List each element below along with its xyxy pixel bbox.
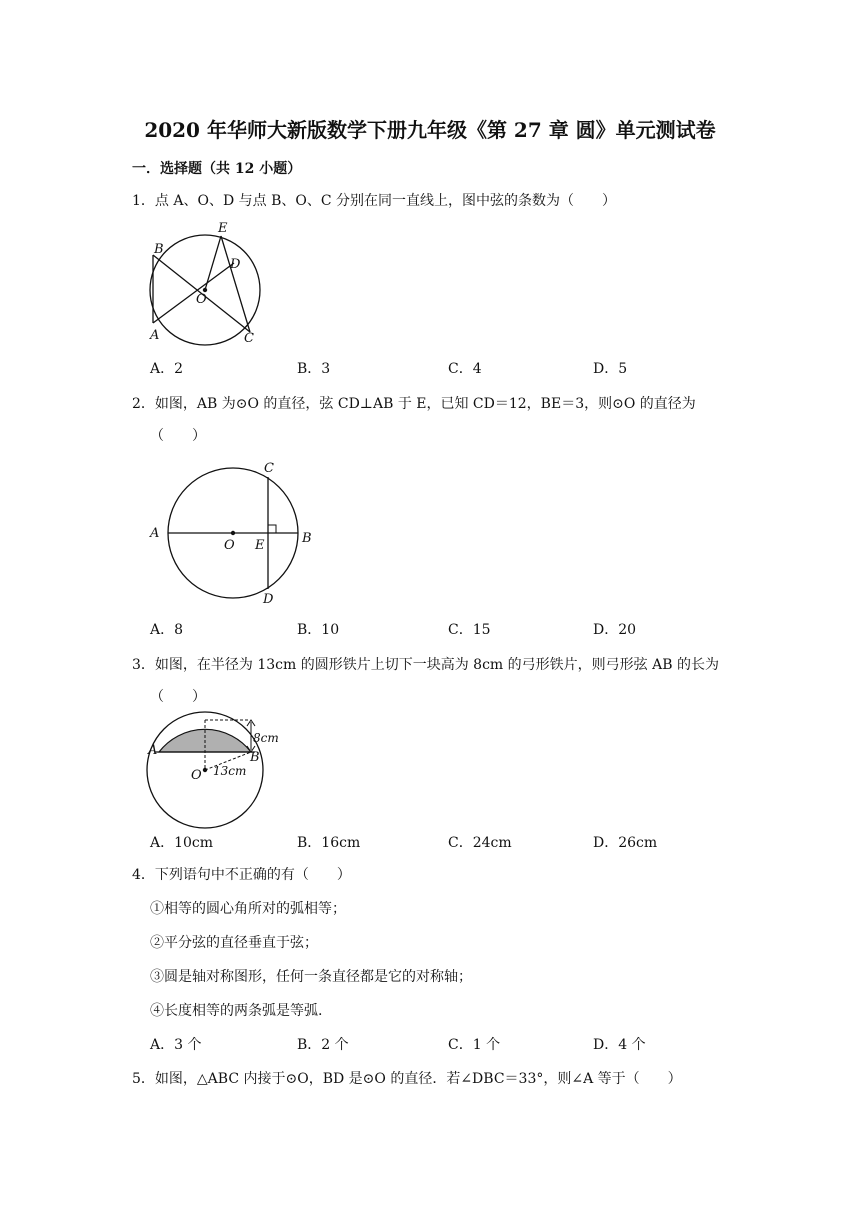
q3-option-a: A．10cm bbox=[150, 835, 214, 851]
question-5-stem: 5．如图，△ABC 内接于⊙O，BD 是⊙O 的直径．若∠DBC＝33°，则∠A 等于（ ） bbox=[132, 1071, 682, 1087]
q2-label-c: C bbox=[264, 461, 274, 476]
q1-option-a: A．2 bbox=[150, 361, 184, 377]
question-1-stem: 1．点 A、O、D 与点 B、O、C 分别在同一直线上，图中弦的条数为（ ） bbox=[132, 193, 616, 209]
q2-option-d: D．20 bbox=[593, 622, 637, 638]
question-3-stem: 3．如图，在半径为 13cm 的圆形铁片上切下一块高为 8cm 的弓形铁片，则弓形弦 AB 的长为 bbox=[132, 657, 719, 673]
q3-label-b: B bbox=[250, 750, 260, 765]
q2-label-b: B bbox=[302, 531, 312, 546]
q2-option-c: C．15 bbox=[448, 622, 491, 638]
q4-item-2: ②平分弦的直径垂直于弦； bbox=[150, 935, 318, 951]
q4-option-d: D．4 个 bbox=[593, 1037, 646, 1053]
q3-option-d: D．26cm bbox=[593, 835, 658, 851]
q4-item-4: ④长度相等的两条弧是等弧. bbox=[150, 1003, 323, 1019]
q1-option-b: B．3 bbox=[297, 361, 331, 377]
question-2-figure bbox=[145, 455, 325, 610]
q1-label-d: D bbox=[230, 257, 241, 272]
q2-label-o: O bbox=[224, 538, 235, 553]
question-1-figure bbox=[140, 215, 270, 350]
q3-label-o: O bbox=[191, 768, 202, 783]
q3-option-c: C．24cm bbox=[448, 835, 512, 851]
q1-label-b: B bbox=[154, 242, 164, 257]
q3-option-b: B．16cm bbox=[297, 835, 361, 851]
question-2-stem: 2．如图，AB 为⊙O 的直径，弦 CD⊥AB 于 E，已知 CD＝12，BE＝3，则⊙O 的直径为 bbox=[132, 396, 696, 412]
q1-label-e: E bbox=[218, 221, 228, 236]
q4-item-1: ①相等的圆心角所对的弧相等； bbox=[150, 901, 346, 917]
q1-label-o: O bbox=[196, 292, 207, 307]
q4-option-b: B．2 个 bbox=[297, 1037, 349, 1053]
q4-item-3: ③圆是轴对称图形，任何一条直径都是它的对称轴； bbox=[150, 969, 472, 985]
question-4-stem: 4．下列语句中不正确的有（ ） bbox=[132, 867, 351, 883]
q2-label-e: E bbox=[255, 538, 265, 553]
question-3-figure bbox=[145, 712, 285, 822]
page-title: 2020 年华师大新版数学下册九年级《第 27 章 圆》单元测试卷 bbox=[144, 118, 716, 142]
q1-option-c: C．4 bbox=[448, 361, 482, 377]
q1-label-c: C bbox=[244, 331, 254, 346]
q3-label-radius: 13cm bbox=[213, 764, 247, 778]
q1-option-d: D．5 bbox=[593, 361, 628, 377]
question-2-paren: （ ） bbox=[150, 428, 206, 444]
q4-option-a: A．3 个 bbox=[150, 1037, 202, 1053]
q2-label-a: A bbox=[150, 526, 160, 541]
q2-option-b: B．10 bbox=[297, 622, 340, 638]
section-heading: 一．选择题（共 12 小题） bbox=[132, 161, 302, 177]
q1-label-a: A bbox=[150, 328, 160, 343]
q2-label-d: D bbox=[263, 592, 274, 607]
q4-option-c: C．1 个 bbox=[448, 1037, 501, 1053]
q3-label-height: 8cm bbox=[253, 731, 279, 745]
question-3-paren: （ ） bbox=[150, 689, 206, 705]
q2-option-a: A．8 bbox=[150, 622, 184, 638]
q3-label-a: A bbox=[148, 743, 158, 758]
